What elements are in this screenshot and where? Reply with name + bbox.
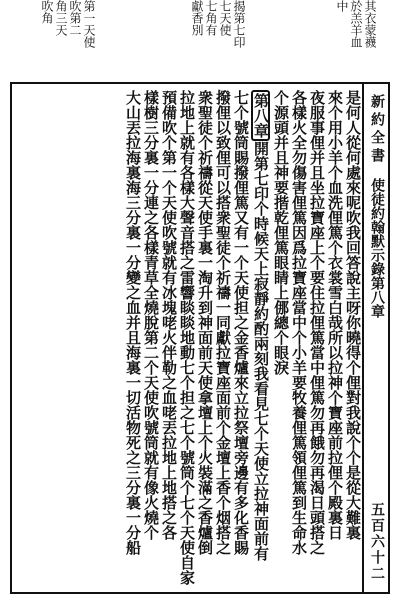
book-title: 新約全書	[369, 94, 385, 166]
note-left-line-3: 角三天	[54, 0, 68, 36]
text-column-12: 樣樹三分裏一分連之各樣青草全燒脫第二个天使吹號筒就有像火燒个	[142, 90, 160, 540]
text-column-3: 夜服事俚并且坐拉寶座上个要住拉俚篤當中俚篤勿再餓勿再渴日頭搭之	[308, 90, 326, 555]
note-mid-line-1: 揭第七印	[232, 0, 246, 48]
text-column-8: 撥俚以致俚可以搭衆聖徒个祈禱一同獻拉寶座面前个金壇上香个烟搭之	[214, 90, 232, 555]
main-text	[16, 90, 360, 586]
note-right-line-3: 中	[335, 0, 349, 12]
text-column-11: 預備吹个第一个天使吹號就有冰塊咾火伴勒之血咾丟拉地上地搭之各	[160, 90, 178, 540]
text-column-4: 各樣火全勿傷害俚篤因爲拉寶座當中个小羊要牧養俚篤領俚篤到生命水	[290, 90, 308, 555]
text-column-7: 七个號筒賜撥俚篤又有一个天使担之金香爐來立拉祭壇旁邊有多化香賜	[232, 90, 250, 555]
text-column-10: 拉地上就有各樣大聲音搭之雷響睒睒地動七个担之七个號筒个七个天使自家	[178, 90, 196, 585]
chapter-title: 使徒約翰默示錄第八章	[369, 178, 385, 318]
note-left	[41, 0, 95, 48]
note-right-line-2: 於羔羊血	[349, 0, 363, 48]
note-left-line-1: 第一天使	[82, 0, 96, 48]
text-column-5: 个源頭并且神要揩乾俚篤眼睛上㑚總个眼淚	[272, 90, 290, 375]
note-mid	[191, 0, 245, 48]
text-column-6	[251, 90, 270, 586]
text-column-2: 來个用小羊个血洗俚篤个衣裳雪白哉所以拉神个寶座前拉俚个殿裏日	[326, 90, 344, 540]
header-band	[362, 84, 388, 592]
note-left-line-4: 吹角	[40, 0, 54, 24]
chapter-label-box: 第八章	[251, 90, 270, 141]
note-right-line-1: 其衣蒙襪	[363, 0, 377, 48]
text-column-1: 是何人從何處來呢吹我回答說主呀你曉得个俚對我說个个是從大難裏	[344, 90, 362, 540]
text-column-6-rest: 開第七印个時候天上寂靜約酌兩刻我看見七个天使立拉神面前有	[252, 141, 270, 561]
top-annotations	[0, 0, 400, 80]
text-column-9: 衆聖徒个祈禱從天使手裏一淘升到神面前天使拿壇上个火裝滿之香爐倒	[196, 90, 214, 555]
note-mid-line-2: 七天使	[218, 0, 232, 36]
note-mid-line-4: 獻香別	[190, 0, 204, 36]
page-number: 五百六十二	[369, 502, 385, 582]
page-frame	[10, 82, 390, 594]
text-column-13: 大山丟拉海裏海三分裏一分變之血并且海裏一切活物死之三分裏一分船	[124, 90, 142, 555]
note-mid-line-3: 七角有	[204, 0, 218, 36]
note-left-line-2: 吹第二	[68, 0, 82, 36]
note-right	[336, 0, 376, 48]
